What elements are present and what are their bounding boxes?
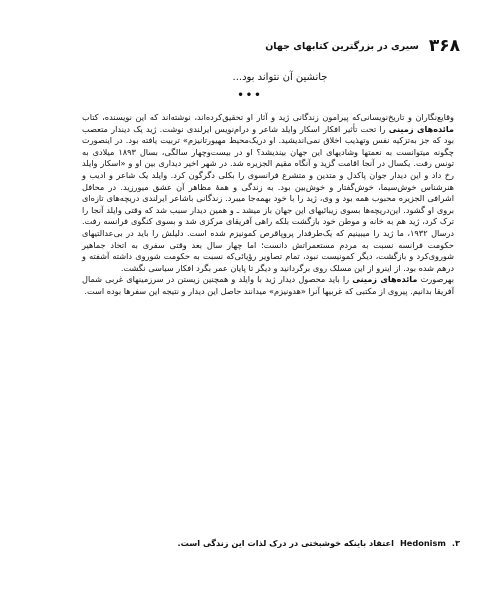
paragraph-1-start: وقایع‌نگاران و تاریخ‌نویسانی‌که پیرامون زندگانی ژید و آثار او تحقیق‌کرده‌اند، نوشته‌اند که این نویسنده، کتاب — [82, 112, 454, 122]
footnote-term: Hedonism — [399, 538, 446, 548]
paragraph-2-rest: را باید محصول دیدار ژید با وایلد و همچنین زیستن در سرزمینهای غربی شمال آفریقا بدانیم. پیروی از مکتبی که غربیها آنرا «هدونیزم» میدانند حاصل این دیدار و نتیجه این سفرها بوده است. — [82, 274, 454, 296]
page-number: ۳۶۸ — [428, 36, 460, 56]
running-title: سیری در بزرگترین کتابهای جهان — [265, 40, 419, 52]
book-title-emphasis: مائده‌های زمینی — [388, 123, 454, 134]
section-separator: ••• — [237, 90, 263, 101]
page-header — [230, 34, 460, 58]
body-text — [82, 112, 454, 298]
footnote-number: ۳. — [451, 538, 460, 548]
paragraph-1-rest: را تحت تأثیر افکار اسکار وایلد شاعر و درام‌نویس ایرلندی نوشت. ژید یک دیندار متعصب بود که جز به‌تزکیه نفس وتهذیب اخلاق نمی‌اندیشید. او دریک‌محیط مهیورتانیزم» تربیت یافته بود. در اینصورت چگونه میتوانست به نعمتها وشادیهای این جهان بیندیشد؟ او در بیست‌وچهار سالگی، بسال ۱۸۹۳ میلادی به تونس رفت. یکسال در آنجا اقامت گزید و آنگاه مقیم الجزیره شد. در شهر اخیر دیداری بین او و «اسکار وایلد رخ داد و این دیدار جوان پاکدل و متدین و متشرع فرانسوی را بکلی دگرگون کرد. وایلد یک شاعر و ادیب و هنرشناس خوش‌سیما، خوش‌گفتار و خوش‌بین بود. به زندگی و همهٔ مظاهر آن عشق میورزید. در محافل اشرافی الجزیره محبوب همه بود و وی، ژید را با خود بهمه‌جا میبرد. زندگانی باشاعر ایرلندی دریچه‌های تازه‌ای بروی او گشود. این‌دریچه‌ها بسوی زیبائیهای این جهان باز میشد ـ و همین دیدار سبب شد که وقتی وایلد آنجا را ترک کرد، ژید هم به خانه و موطن خود بازگشت بلکه راهی آفریقای مرکزی شد و بسوی کنگوی فرانسه رفت. درسال ۱۹۳۲، ما ژید را میبینیم که یک‌طرفدار پروپاقرص کمونیزم شده است. دلیلش را باید در بی‌عدالتیهای حکومت فرانسه نسبت به مردم مستعمراتش دانست؛ اما چهار سال بعد وقتی سفری به اتحاد جماهیر شوروی‌کرد و بازگشت، دیگر کمونیست نبود، تمام تصاویر رؤیائی‌که نسبت به حکومت شوروی داشته آشفته و درهم شده بود. از اینرو از این مسلک روی برگردانید و دیگر تا پایان عمر بگرد افکار سیاسی نگشت. — [82, 123, 454, 273]
book-title-emphasis-2: مائده‌های زمینی — [352, 274, 418, 285]
paragraph-1 — [82, 112, 454, 274]
paragraph-2 — [82, 274, 454, 297]
footnote-text: اعتقاد باینکه خوشبختی در درک لذات این زندگی است. — [177, 538, 394, 548]
intro-line: جانشین آن نتواند بود... — [232, 72, 328, 83]
paragraph-2-start: بهرصورت — [417, 274, 454, 285]
footnote — [150, 538, 460, 548]
